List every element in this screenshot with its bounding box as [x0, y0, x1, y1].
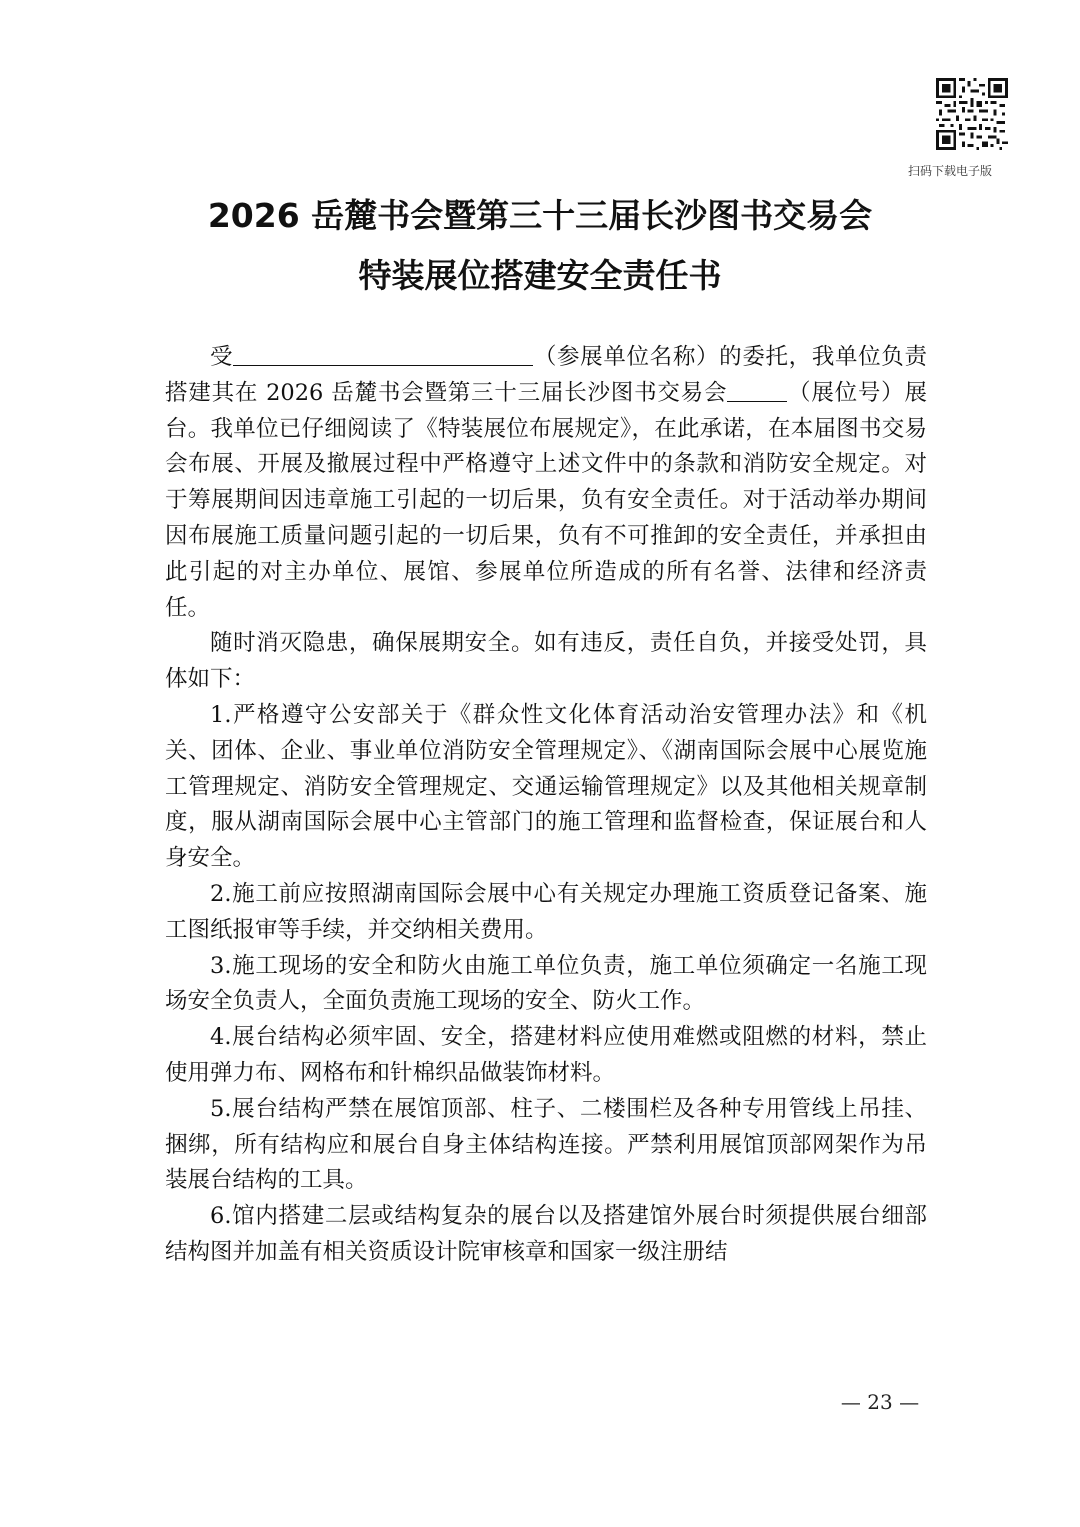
intro-text-c: （展位号）展台。我单位已仔细阅读了《特装展位布展规定》，在此承诺，在本届图书交易会布展、开展及撤展过程中严格遵守上述文件中的条款和消防安全规定。对于筹展期间因违章施工引起的一切后果，负有安全责任。对于活动举办期间因布展施工质量问题引起的一切后果，负有不可推卸的安全责任，并承担由此引起的对主办单位、展馆、参展单位所造成的所有名誉、法律和经济责任。	[165, 379, 927, 621]
booth-number-blank	[727, 378, 787, 402]
list-item: 1.严格遵守公安部关于《群众性文化体育活动治安管理办法》和《机关、团体、企业、事业单位消防安全管理规定》、《湖南国际会展中心展览施工管理规定、消防安全管理规定、交通运输管理规定》以及其他相关规章制度，服从湖南国际会展中心主管部门的施工管理和监督检查，保证展台和人身安全。	[165, 701, 927, 872]
list-item: 6.馆内搭建二层或结构复杂的展台以及搭建馆外展台时须提供展台细部结构图并加盖有相关资质设计院审核章和国家一级注册结	[165, 1203, 927, 1265]
qr-code	[936, 78, 1008, 150]
page-number: — 23 —	[840, 1390, 920, 1414]
intro-paragraph	[165, 340, 927, 626]
list-item: 3.施工现场的安全和防火由施工单位负责，施工单位须确定一名施工现场安全负责人，全面负责施工现场的安全、防火工作。	[165, 952, 927, 1015]
exhibitor-name-blank	[233, 343, 533, 367]
document-body	[165, 340, 927, 1271]
list-item: 5.展台结构严禁在展馆顶部、柱子、二楼围栏及各种专用管线上吊挂、捆绑，所有结构应和展台自身主体结构连接。严禁利用展馆顶部网架作为吊装展台结构的工具。	[165, 1095, 927, 1194]
qr-caption: 扫码下载电子版	[908, 164, 993, 178]
list-item: 4.展台结构必须牢固、安全，搭建材料应使用难燃或阻燃的材料，禁止使用弹力布、网格布和针棉织品做装饰材料。	[165, 1024, 927, 1086]
intro-text-a: 受	[210, 344, 234, 370]
document-title-line-2: 特装展位搭建安全责任书	[358, 256, 722, 295]
qr-code-icon	[936, 78, 1008, 150]
intro-text-b: （参展单位名称）的委托，我单位负责搭建其在 2026 岳麓书会暨第三十三届长沙图书交易会	[165, 344, 927, 406]
document-title-line-1: 2026 岳麓书会暨第三十三届长沙图书交易会	[207, 196, 873, 235]
list-item: 2.施工前应按照湖南国际会展中心有关规定办理施工资质登记备案、施工图纸报审等手续，并交纳相关费用。	[165, 880, 927, 943]
lead-paragraph: 随时消灭隐患，确保展期安全。如有违反，责任自负，并接受处罚，具体如下：	[165, 630, 927, 693]
